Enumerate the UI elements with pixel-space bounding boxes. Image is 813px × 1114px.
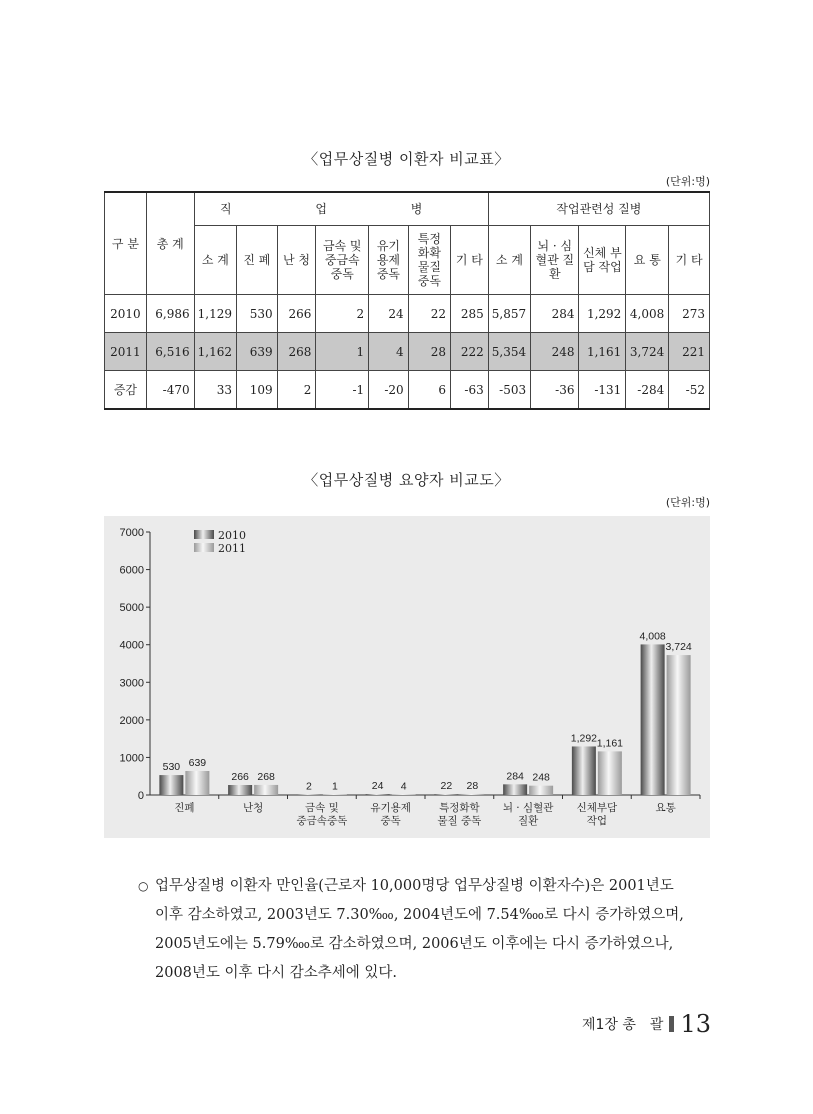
category-label: 유기용제 — [370, 802, 411, 814]
col-header: 뇌 · 심혈관 질환 — [531, 226, 579, 295]
col-header: 기 타 — [669, 226, 710, 295]
cell: -470 — [146, 371, 194, 410]
cell: 248 — [531, 333, 579, 371]
page-number: 13 — [680, 1010, 711, 1038]
data-label: 268 — [257, 770, 275, 783]
bar-2010 — [572, 746, 596, 795]
cell: 1,162 — [194, 333, 236, 371]
bar-2010 — [159, 775, 183, 795]
table-row — [105, 333, 710, 371]
category-label: 물질 중독 — [437, 815, 482, 827]
page-footer — [582, 1010, 711, 1038]
col-header: 소 계 — [194, 226, 236, 295]
data-label: 22 — [440, 780, 453, 793]
col-header: 특정 화확 물질 중독 — [408, 226, 450, 295]
y-tick-label: 5000 — [119, 602, 144, 615]
cell: 22 — [408, 295, 450, 333]
y-tick-label: 6000 — [119, 564, 144, 577]
category-label: 특정화학 — [439, 802, 480, 814]
cell: 1 — [316, 333, 369, 371]
chart-canvas — [104, 516, 710, 838]
category-label: 중독 — [380, 815, 401, 827]
data-label: 28 — [466, 779, 479, 792]
cell: 5,857 — [488, 295, 530, 333]
bar-2011 — [529, 786, 553, 795]
legend-label: 2011 — [218, 542, 246, 555]
cell: 6,986 — [146, 295, 194, 333]
category-label: 신체부담 — [576, 802, 618, 814]
cell: -63 — [451, 371, 489, 410]
cell: 1,161 — [579, 333, 626, 371]
cell: 273 — [669, 295, 710, 333]
row-label: 증감 — [105, 371, 147, 410]
data-label: 3,724 — [665, 641, 692, 654]
header-occupational-disease: 직 업 병 — [194, 192, 488, 226]
cell: 530 — [237, 295, 278, 333]
row-label: 2011 — [105, 333, 147, 371]
data-label: 4 — [400, 780, 407, 793]
y-tick-label: 1000 — [119, 752, 144, 765]
data-label: 24 — [371, 780, 384, 793]
cell: 3,724 — [626, 333, 669, 371]
cell: 266 — [277, 295, 316, 333]
comparison-table — [104, 191, 710, 410]
bar-2010 — [503, 784, 527, 795]
bar-chart — [104, 516, 710, 838]
cell: -284 — [626, 371, 669, 410]
chart-unit: (단위:명) — [665, 496, 710, 509]
cell: 33 — [194, 371, 236, 410]
cell: -20 — [369, 371, 409, 410]
bar-2010 — [366, 794, 390, 795]
bullet-icon: ○ — [138, 879, 149, 893]
cell: 4 — [369, 333, 409, 371]
cell: 284 — [531, 295, 579, 333]
category-label: 뇌 · 심혈관 — [502, 802, 554, 814]
cell: 2 — [316, 295, 369, 333]
cell: 5,354 — [488, 333, 530, 371]
bar-2011 — [598, 751, 622, 795]
col-header: 신체 부담 작업 — [579, 226, 626, 295]
col-header: 금속 및 중금속 중독 — [316, 226, 369, 295]
chart-title: 〈업무상질병 요양자 비교도〉 — [303, 471, 510, 489]
y-tick-label: 2000 — [119, 714, 144, 727]
bar-2010 — [297, 794, 321, 795]
data-label: 248 — [532, 771, 550, 784]
y-tick-label: 3000 — [119, 677, 144, 690]
paragraph-line: 2008년도 이후 다시 감소추세에 있다. — [155, 965, 398, 981]
cell: 268 — [277, 333, 316, 371]
cell: -131 — [579, 371, 626, 410]
table-row — [105, 371, 710, 410]
table-row — [105, 295, 710, 333]
cell: 28 — [408, 333, 450, 371]
col-header: 진 폐 — [237, 226, 278, 295]
header-gubun: 구 분 — [105, 192, 147, 295]
cell: -1 — [316, 371, 369, 410]
legend-label: 2010 — [218, 529, 246, 542]
header-total: 총 계 — [146, 192, 194, 295]
header-work-related-disease: 작업관련성 질병 — [488, 192, 709, 226]
data-label: 2 — [305, 780, 312, 793]
cell: 1,292 — [579, 295, 626, 333]
cell: -52 — [669, 371, 710, 410]
category-label: 작업 — [586, 815, 608, 827]
paragraph-line: 이후 감소하였고, 2003년도 7.30‱, 2004년도에 7.54‱로 다시 증가하였으며, — [155, 907, 684, 923]
data-label: 1,292 — [570, 732, 598, 745]
cell: 222 — [451, 333, 489, 371]
data-label: 639 — [188, 756, 207, 769]
cell: 109 — [237, 371, 278, 410]
bar-2011 — [667, 655, 691, 795]
row-label: 2010 — [105, 295, 147, 333]
category-label: 금속 및 — [304, 802, 339, 814]
summary-paragraph — [138, 872, 715, 988]
bar-2011 — [254, 785, 278, 795]
bar-2011 — [392, 794, 416, 795]
bar-2011 — [460, 794, 484, 795]
category-label: 난청 — [242, 802, 264, 814]
cell: 639 — [237, 333, 278, 371]
col-header: 난 청 — [277, 226, 316, 295]
cell: 285 — [451, 295, 489, 333]
y-tick-label: 0 — [137, 790, 144, 802]
table-title: 〈업무상질병 이환자 비교표〉 — [303, 150, 510, 168]
category-label: 요통 — [655, 802, 676, 814]
data-label: 530 — [162, 761, 181, 774]
table-unit: (단위:명) — [665, 175, 710, 188]
cell: 6,516 — [146, 333, 194, 371]
cell: 6 — [408, 371, 450, 410]
bar-2010 — [434, 794, 458, 795]
cell: 2 — [277, 371, 316, 410]
divider-bar — [669, 1016, 674, 1032]
paragraph-line: 2005년도에는 5.79‱로 감소하였으며, 2006년도 이후에는 다시 증가하였으나, — [155, 936, 674, 952]
col-header: 기 타 — [451, 226, 489, 295]
y-tick-label: 4000 — [119, 639, 144, 652]
cell: -503 — [488, 371, 530, 410]
legend-swatch-2011 — [194, 543, 214, 552]
col-header: 유기 용제 중독 — [369, 226, 409, 295]
cell: 221 — [669, 333, 710, 371]
bar-2011 — [185, 771, 209, 795]
chapter-label: 제1장 총 괄 — [582, 1017, 664, 1033]
category-label: 질환 — [517, 815, 539, 827]
cell: -36 — [531, 371, 579, 410]
cell: 1,129 — [194, 295, 236, 333]
bar-2010 — [228, 785, 252, 795]
data-label: 4,008 — [639, 630, 666, 643]
category-label: 중금속중독 — [296, 815, 348, 827]
category-label: 진폐 — [174, 802, 195, 814]
bar-2011 — [323, 794, 347, 795]
cell: 24 — [369, 295, 409, 333]
paragraph-line: 업무상질병 이환자 만인율(근로자 10,000명당 업무상질병 이환자수)은 2001년도 — [155, 878, 674, 894]
y-tick-label: 7000 — [119, 527, 144, 539]
cell: 4,008 — [626, 295, 669, 333]
bar-2010 — [641, 644, 665, 795]
data-label: 284 — [506, 770, 524, 783]
data-label: 1,161 — [596, 737, 624, 750]
data-label: 1 — [331, 780, 338, 793]
legend-swatch-2010 — [194, 530, 214, 539]
col-header: 요 통 — [626, 226, 669, 295]
data-label: 266 — [231, 771, 249, 784]
col-header: 소 계 — [488, 226, 530, 295]
